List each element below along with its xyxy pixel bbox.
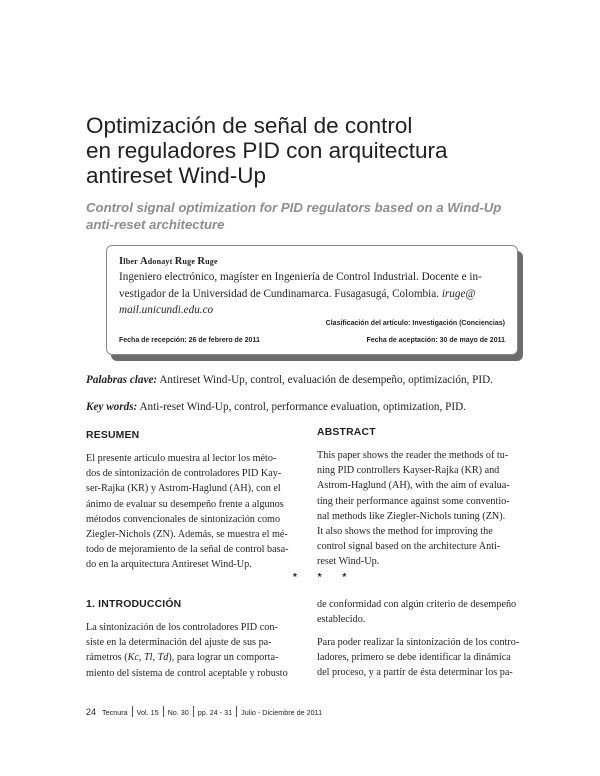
text-line: del proceso, y a partir de ésta determinar los pa- <box>317 667 513 679</box>
journal-date: Julio - Diciembre de 2011 <box>241 708 323 717</box>
intro-heading: 1. INTRODUCCIÓN <box>86 599 182 610</box>
received-date: Fecha de recepción: 26 de febrero de 2011 <box>119 337 260 344</box>
keywords-es-text: Antireset Wind-Up, control, evaluación de desempeño, optimización, PID. <box>157 374 493 386</box>
footer-divider <box>236 706 237 717</box>
text-line: El presente artículo muestra al lector los méto- <box>86 453 277 464</box>
keywords-es <box>86 374 526 386</box>
text-span: rámetros ( <box>86 652 128 664</box>
article-subtitle <box>86 199 526 233</box>
article-title <box>86 113 526 188</box>
affiliation-line <box>119 286 511 303</box>
article-classification: Clasificación del artículo: Investigación (Conciencias) <box>325 320 505 327</box>
text-line: de conformidad con algún criterio de desempeño <box>317 599 517 610</box>
abstract-heading: ABSTRACT <box>317 427 376 438</box>
text-line: Ziegler-Nichols (ZN). Además, se muestra el mé- <box>86 529 288 541</box>
footer-divider <box>163 706 164 717</box>
title-line: antireset Wind-Up <box>86 163 267 188</box>
author-email[interactable]: iruge@ <box>441 287 476 300</box>
text-line: Astrom-Haglund (AH), with the aim of evalua- <box>317 480 510 492</box>
text-line: ánimo de evaluar su desempeño frente a algunos <box>86 498 284 510</box>
param-kc: Kc <box>127 652 139 664</box>
text-line: La sintonización de los controladores PID con- <box>86 622 278 633</box>
text-line: do en la arquitectura Antireset Wind-Up. <box>86 559 252 571</box>
text-line: ning PID controllers Kayser-Rajka (KR) and <box>317 465 500 477</box>
author-affiliation <box>119 269 511 319</box>
author-name <box>119 256 218 267</box>
text-line: ladores, primero se debe identificar la dinámica <box>317 652 511 664</box>
footer-divider <box>193 706 194 717</box>
intro-right-body-b <box>317 635 519 681</box>
text-line <box>86 650 288 665</box>
journal-name: Tecnura <box>102 708 128 717</box>
keywords-en-label: Key words: <box>86 401 138 413</box>
accepted-date: Fecha de aceptación: 30 de mayo de 2011 <box>366 337 505 344</box>
author-name-part: uge <box>182 257 198 266</box>
text-line: nal methods like Ziegler-Nichols tuning (ZN). <box>317 510 506 522</box>
author-name-part: lber <box>123 257 140 266</box>
text-line: It also shows the method for improving the <box>317 526 493 538</box>
text-line: This paper shows the reader the methods of tu- <box>317 450 509 461</box>
text-line: control signal based on the architecture Anti- <box>317 541 501 553</box>
text-span: ), para lograr un comporta- <box>168 652 279 664</box>
subtitle-line: anti-reset architecture <box>86 217 225 232</box>
author-box <box>106 245 518 355</box>
author-name-part: R <box>174 256 183 267</box>
title-line: Optimización de señal de control <box>86 113 413 138</box>
keywords-en-text: Anti-reset Wind-Up, control, performance evaluation, optimization, PID. <box>137 401 466 413</box>
text-span: , <box>152 652 158 664</box>
keywords-en <box>86 401 526 413</box>
abstract-body <box>317 448 510 570</box>
text-line: métodos convencionales de sintonización como <box>86 513 281 525</box>
text-line: miento del sistema de control aceptable y robusto <box>86 667 288 679</box>
section-separator: * * * <box>293 572 356 583</box>
author-name-part: uge <box>205 257 218 266</box>
text-line: todo de mejoramiento de la señal de control basa- <box>86 544 289 556</box>
journal-pages: pp. 24 - 31 <box>197 708 233 717</box>
affiliation-line: Ingeniero electrónico, magíster en Ingeniería de Control Industrial. Docente e in- <box>119 271 482 283</box>
text-line: reset Wind-Up. <box>317 556 380 568</box>
author-name-part: I <box>119 256 124 267</box>
footer-divider <box>132 706 133 717</box>
author-name-part: A <box>139 256 148 267</box>
author-email-domain[interactable]: mail.unicundi.edu.co <box>119 304 214 316</box>
intro-left-body <box>86 620 288 681</box>
resumen-heading: RESUMEN <box>86 430 140 441</box>
text-line: Para poder realizar la sintonización de los contro- <box>317 637 520 648</box>
text-line: dos de sintonización de controladores PID Kay- <box>86 468 282 480</box>
journal-number: No. 30 <box>167 708 189 717</box>
author-name-part: donayt <box>147 257 175 266</box>
text-line: ser-Rajka (KR) y Astrom-Haglund (AH), con el <box>86 483 281 495</box>
text-span: , <box>138 652 145 664</box>
text-line: ting their performance against some conventio- <box>317 495 510 507</box>
keywords-es-label: Palabras clave: <box>86 374 158 386</box>
text-line: siste en la determinación del ajuste de sus pa- <box>86 637 272 649</box>
title-line: en reguladores PID con arquitectura <box>86 138 448 163</box>
page-number: 24 <box>86 707 97 717</box>
affiliation-text: vestigador de la Universidad de Cundinamarca. Fusagasugá, Colombia. <box>119 287 442 300</box>
page-footer <box>86 706 322 717</box>
text-line: establecido. <box>317 614 366 626</box>
journal-volume: Vol. 15 <box>136 708 159 717</box>
param-tl: Tl <box>144 652 153 664</box>
param-td: Td <box>157 652 169 664</box>
intro-right-body-a <box>317 597 516 627</box>
author-name-part: R <box>197 256 206 267</box>
resumen-body <box>86 451 289 573</box>
subtitle-line: Control signal optimization for PID regulators based on a Wind-Up <box>86 200 502 215</box>
